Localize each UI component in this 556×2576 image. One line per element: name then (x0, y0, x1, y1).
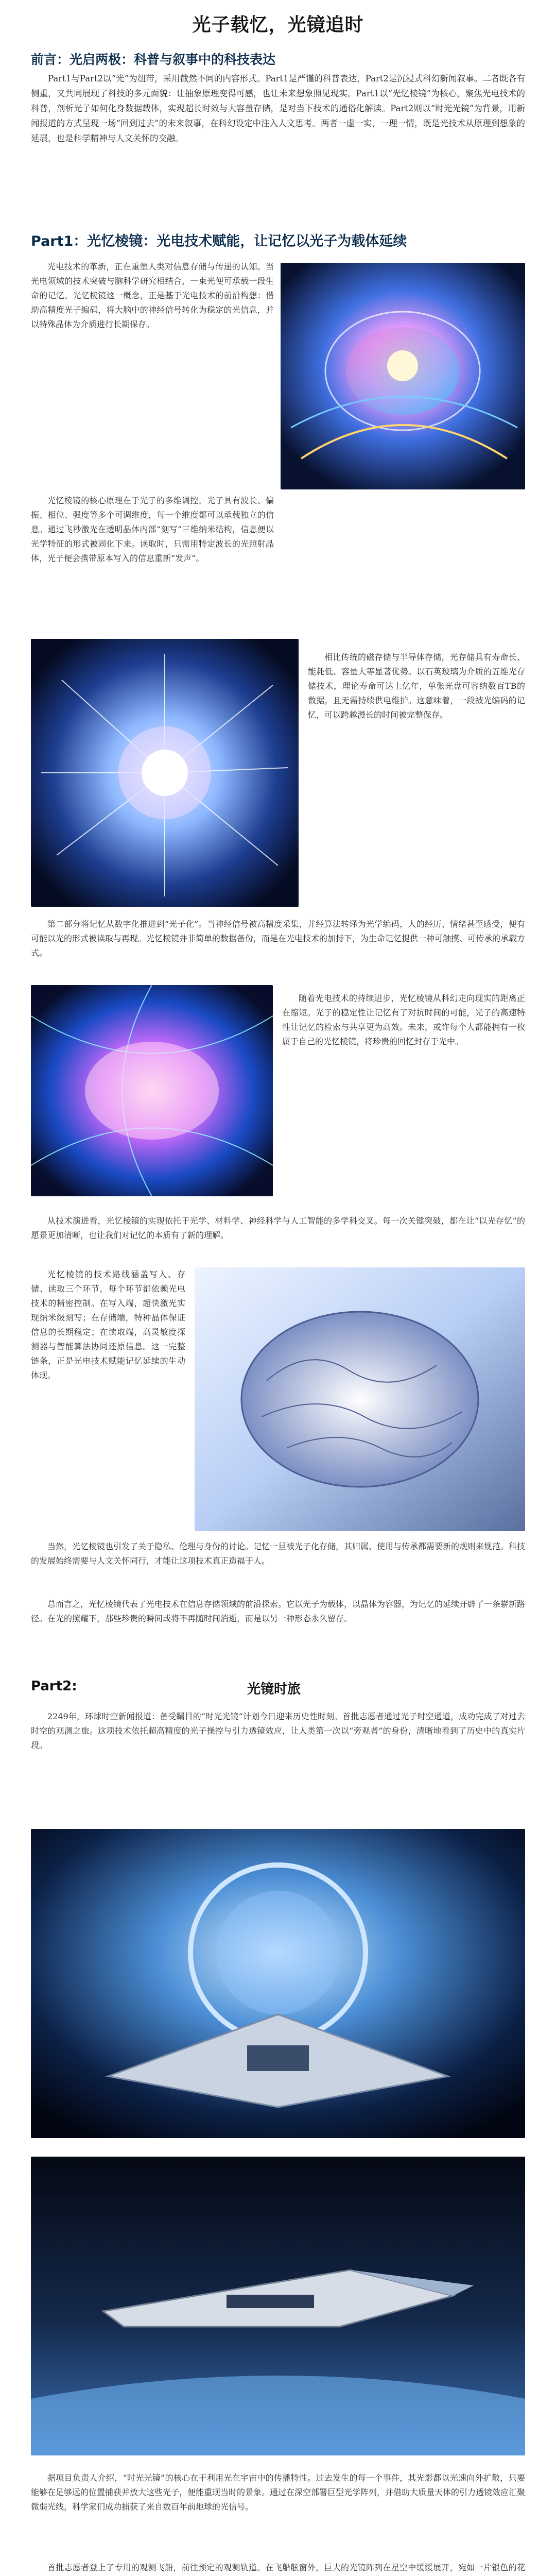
spaceship-flight-photo (31, 2157, 525, 2455)
part1-paragraph: 光忆棱镜的技术路线涵盖写入、存储、读取三个环节，每个环节都依赖光电技术的精密控制。在写入端，超快激光实现纳米级刻写；在存储端，特种晶体保证信息的长期稳定；在读取端，高灵敏度探测器与智能算法协同还原信息。这一完整链条，正是光电技术赋能记忆延续的生动体现。 (31, 1269, 185, 1380)
part1-paragraph: 随着光电技术的持续进步，光忆棱镜从科幻走向现实的距离正在缩短。光子的稳定性让记忆有了对抗时间的可能，光子的高速特性让记忆的检索与共享更为高效。未来，或许每个人都能拥有一枚属于自己的光忆棱镜，将珍贵的回忆封存于光中。 (282, 993, 525, 1046)
part2-subheading: 光镜时旅 (247, 1682, 301, 1697)
part1-paragraph: 光忆棱镜的核心原理在于光子的多维调控。光子具有波长、偏振、相位、强度等多个可调维度，每一个维度都可以承载独立的信息。通过飞秒激光在透明晶体内部“刻写”三维纳米结构，信息便以光学特征的形式被固化下来。读取时，只需用特定波长的光照射晶体，光子便会携带原本写入的信息重新“发声”。 (31, 496, 274, 563)
brain-illustration-photo (195, 1267, 525, 1531)
page-title: 光子载忆，光镜追时 (192, 14, 364, 36)
preface-paragraph: Part1与Part2以“光”为纽带，采用截然不同的内容形式。Part1是严谨的科普表达，Part2是沉浸式科幻新闻叙事。二者既各有侧重，又共同展现了科技的多元面貌：让抽象原理变得可感，也让未来想象照见现实。Part1以“光忆棱镜”为核心，聚焦光电技术的科普，剖析光子如何化身数据载体，实现超长时效与大容量存储，是对当下技术的通俗化解读。Part2则以“时光光镜”为背景，用新闻报道的方式呈现一场“回到过去”的未来叙事，在科幻设定中注入人文思考。两者一虚一实，一理一情，既是光技术从原理到想象的延展，也是科学精神与人文关怀的交融。 (31, 74, 525, 143)
part1-paragraph: 当然，光忆棱镜也引发了关于隐私、伦理与身份的讨论。记忆一旦被光子化存储，其归属、使用与传承都需要新的规则来规范。科技的发展始终需要与人文关怀同行，才能让这项技术真正造福于人。 (31, 1541, 526, 1566)
neural-network-photo (31, 639, 299, 907)
preface-heading: 前言：光启两极：科普与叙事中的科技表达 (31, 52, 276, 67)
part2-paragraph: 2249年，环球时空新闻报道：备受瞩目的“时光光镜”计划今日迎来历史性时刻。首批志愿者通过光子时空通道，成功完成了对过去时空的观测之旅。这项技术依托超高精度的光子操控与引力透镜效应，让人类第一次以“旁观者”的身份，清晰地看到了历史中的真实片段。 (31, 1711, 525, 1750)
part2-paragraph: 据项目负责人介绍，“时光光镜”的核心在于利用光在宇宙中的传播特性。过去发生的每一个事件，其光影都以光速向外扩散，只要能够在足够远的位置捕获并放大这些光子，便能重现当时的景象。通过在深空部署巨型光学阵列，并借助大质量天体的引力透镜效应汇聚微弱光线，科学家们成功捕获了来自数百年前地球的光信号。 (31, 2473, 526, 2512)
part1-paragraph: 相比传统的磁存储与半导体存储，光存储具有寿命长、能耗低、容量大等显著优势。以石英玻璃为介质的五维光存储技术，理论寿命可达上亿年，单张光盘可容纳数百TB的数据，且无需持续供电维护。这意味着，一段被光编码的记忆，可以跨越漫长的时间被完整保存。 (308, 652, 525, 720)
part1-paragraph: 光电技术的革新，正在重塑人类对信息存储与传递的认知。当光电领域的技术突破与脑科学研究相结合，一束光便可承载一段生命的记忆。光忆棱镜这一概念，正是基于光电技术的前沿构想：借助高精度光子编码，将大脑中的神经信号转化为稳定的光信息，并以特殊晶体为介质进行长期保存。 (31, 262, 274, 329)
brain-circuit-photo (281, 263, 525, 489)
part1-heading: Part1：光忆棱镜：光电技术赋能，让记忆以光子为载体延续 (31, 233, 407, 249)
part1-paragraph: 从技术演进看，光忆棱镜的实现依托于光学、材料学、神经科学与人工智能的多学科交叉。每一次关键突破，都在让“以光存忆”的愿景更加清晰，也让我们对记忆的本质有了新的理解。 (31, 1216, 525, 1240)
part2-paragraph: 首批志愿者登上了专用的观测飞船，前往预定的观测轨道。在飞船舷窗外，巨大的光镜阵列在星空中缓缓展开，宛如一片银色的花 (47, 2563, 525, 2572)
part1-paragraph: 总而言之，光忆棱镜代表了光电技术在信息存储领域的前沿探索。它以光子为载体，以晶体为容器，为记忆的延续开辟了一条崭新路径。在光的照耀下，那些珍贵的瞬间或将不再随时间消逝，而是以另一种形态永久留存。 (31, 1599, 526, 1623)
part1-paragraph: 第二部分将记忆从数字化推进到“光子化”。当神经信号被高精度采集，并经算法转译为光学编码，人的经历、情绪甚至感受，便有可能以光的形式被读取与再现。光忆棱镜并非简单的数据备份，而是在光电技术的加持下，为生命记忆提供一种可触摸、可传承的承载方式。 (31, 919, 526, 958)
spaceship-lens-photo (31, 1829, 525, 2138)
glowing-brain-photo (31, 985, 273, 1196)
part2-heading: Part2: (31, 1679, 77, 1694)
